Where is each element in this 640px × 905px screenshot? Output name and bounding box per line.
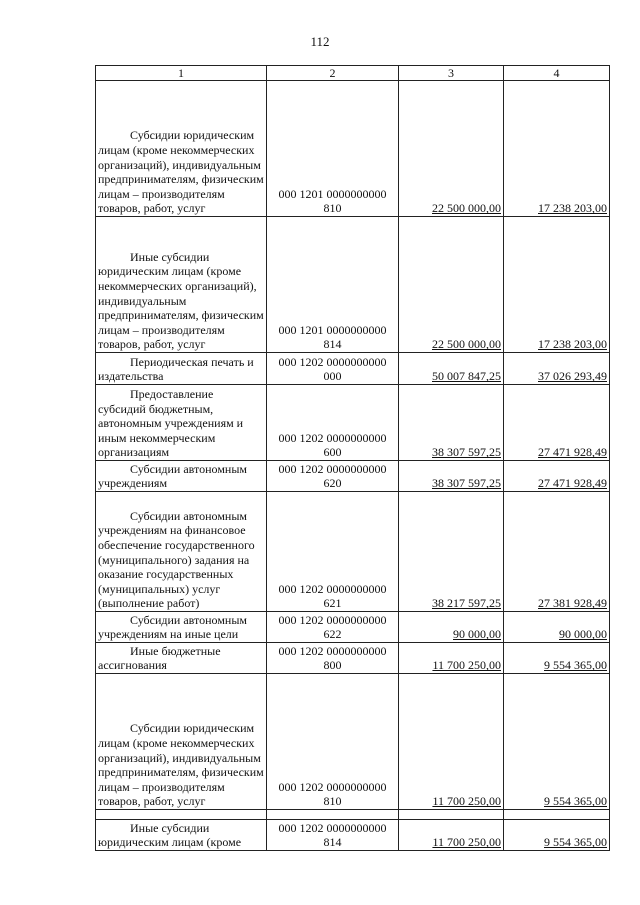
row-name: Иные бюджетные ассигнования (96, 643, 267, 674)
column-header-2: 2 (267, 66, 399, 81)
row-code: 000 1201 0000000000 814 (267, 217, 399, 353)
row-name: Субсидии автономным учреждениям на иные цели (96, 612, 267, 643)
gap-cell (399, 810, 504, 820)
table-row (96, 820, 610, 851)
table-row (96, 643, 610, 674)
column-header-1: 1 (96, 66, 267, 81)
row-value-fact: 27 471 928,49 (504, 385, 610, 461)
row-code: 000 1202 0000000000 800 (267, 643, 399, 674)
row-value-fact: 90 000,00 (504, 612, 610, 643)
row-value-fact: 9 554 365,00 (504, 643, 610, 674)
row-name: Предоставление субсидий бюджетным, автономным учреждениям и иным некоммерческим организациям (96, 385, 267, 461)
row-code: 000 1201 0000000000 810 (267, 81, 399, 217)
row-code: 000 1202 0000000000 622 (267, 612, 399, 643)
row-value-plan: 38 307 597,25 (399, 385, 504, 461)
row-value-fact: 17 238 203,00 (504, 217, 610, 353)
row-name: Субсидии автономным учреждениям (96, 461, 267, 492)
page-number: 112 (310, 34, 330, 49)
row-value-fact: 27 471 928,49 (504, 461, 610, 492)
table-row (96, 674, 610, 810)
row-code: 000 1202 0000000000 620 (267, 461, 399, 492)
table-row (96, 461, 610, 492)
row-value-fact: 27 381 928,49 (504, 492, 610, 612)
row-value-fact: 37 026 293,49 (504, 353, 610, 385)
table-row (96, 217, 610, 353)
row-code: 000 1202 0000000000 600 (267, 385, 399, 461)
row-value-plan: 38 307 597,25 (399, 461, 504, 492)
table-header-row (96, 66, 610, 81)
table-row (96, 353, 610, 385)
row-name: Периодическая печать и издательства (96, 353, 267, 385)
table-row (96, 492, 610, 612)
row-code: 000 1202 0000000000 000 (267, 353, 399, 385)
row-code: 000 1202 0000000000 814 (267, 820, 399, 851)
row-value-fact: 9 554 365,00 (504, 820, 610, 851)
row-value-plan: 11 700 250,00 (399, 820, 504, 851)
row-name: Иные субсидии юридическим лицам (кроме некоммерческих организаций), индивидуальным предпринимателям, физическим лицам – производителям товаров, работ, услуг (96, 217, 267, 353)
row-value-plan: 11 700 250,00 (399, 643, 504, 674)
row-code: 000 1202 0000000000 810 (267, 674, 399, 810)
table-row (96, 612, 610, 643)
table-row (96, 81, 610, 217)
row-value-plan: 38 217 597,25 (399, 492, 504, 612)
table-row (96, 385, 610, 461)
column-header-3: 3 (399, 66, 504, 81)
row-value-fact: 9 554 365,00 (504, 674, 610, 810)
row-code: 000 1202 0000000000 621 (267, 492, 399, 612)
row-name: Субсидии юридическим лицам (кроме некоммерческих организаций), индивидуальным предпринимателям, физическим лицам – производителям товаров, работ, услуг (96, 81, 267, 217)
gap-cell (504, 810, 610, 820)
row-name: Субсидии автономным учреждениям на финансовое обеспечение государственного (муниципального) задания на оказание государственных (муниципальных) услуг (выполнение работ) (96, 492, 267, 612)
gap-cell (96, 810, 267, 820)
budget-table (95, 65, 610, 851)
row-value-fact: 17 238 203,00 (504, 81, 610, 217)
row-name: Субсидии юридическим лицам (кроме некоммерческих организаций), индивидуальным предпринимателям, физическим лицам – производителям товаров, работ, услуг (96, 674, 267, 810)
gap-cell (267, 810, 399, 820)
row-value-plan: 22 500 000,00 (399, 81, 504, 217)
row-value-plan: 50 007 847,25 (399, 353, 504, 385)
column-header-4: 4 (504, 66, 610, 81)
row-name: Иные субсидии юридическим лицам (кроме (96, 820, 267, 851)
table-gap-row (96, 810, 610, 820)
row-value-plan: 22 500 000,00 (399, 217, 504, 353)
row-value-plan: 11 700 250,00 (399, 674, 504, 810)
row-value-plan: 90 000,00 (399, 612, 504, 643)
